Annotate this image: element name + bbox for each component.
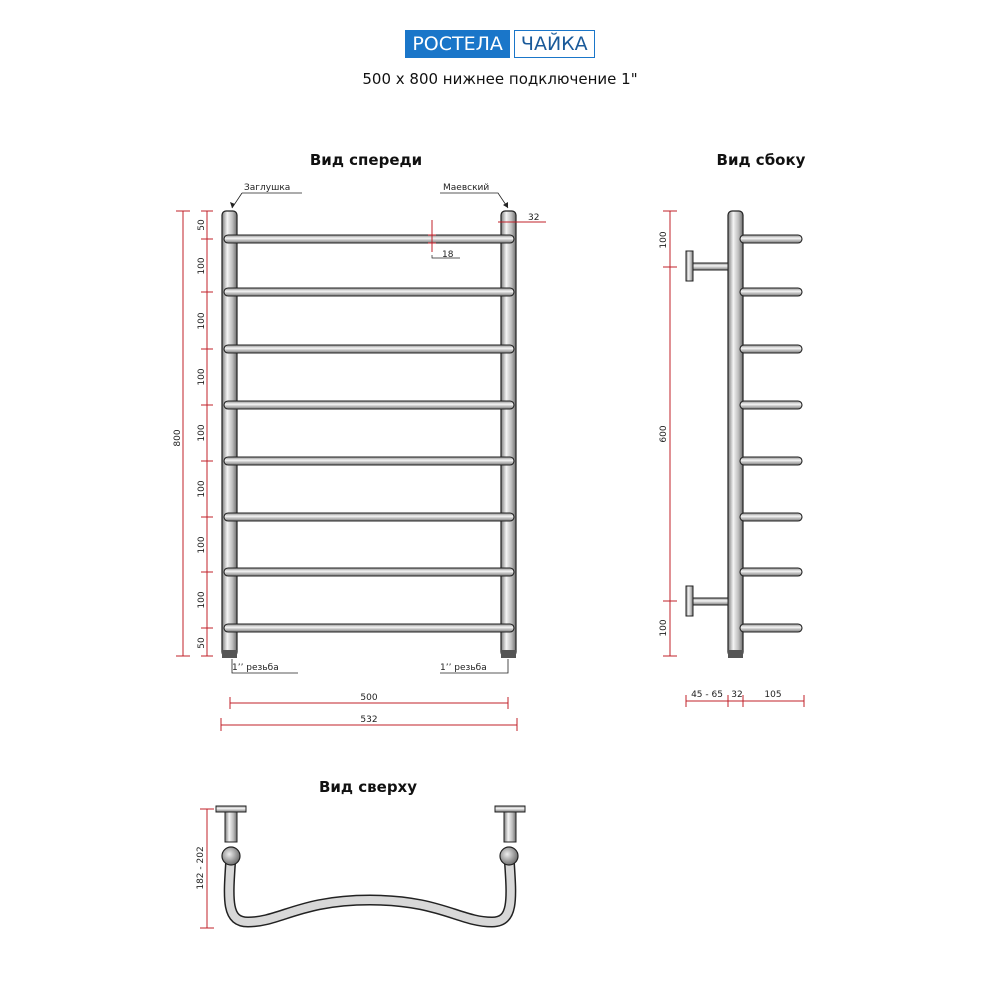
side-rung	[740, 235, 802, 243]
segment-dim: 100	[197, 536, 207, 554]
side-rung	[740, 624, 802, 632]
top-depth-dim: 182 - 202	[196, 846, 206, 890]
rung-diameter-dim: 18	[442, 250, 454, 260]
side-bottom-dim: 100	[659, 619, 669, 637]
thread-right-label: 1’’ резьба	[440, 663, 487, 673]
side-middle-dim: 600	[659, 425, 669, 443]
side-view	[659, 211, 804, 707]
width-centers-dim: 500	[360, 693, 378, 703]
top-view-title: Вид сверху	[318, 778, 418, 796]
total-height-dim: 800	[173, 429, 183, 447]
rung	[224, 288, 514, 296]
rung	[224, 568, 514, 576]
rung	[224, 513, 514, 521]
segment-dim: 100	[197, 480, 207, 498]
width-total-dim: 532	[360, 715, 378, 725]
rung	[224, 345, 514, 353]
thread-left-label: 1’’ резьба	[232, 663, 279, 673]
flange-left	[216, 806, 246, 812]
rung	[224, 624, 514, 632]
left-upright	[222, 211, 237, 656]
segment-dim: 50	[197, 637, 207, 649]
side-rung-dim: 105	[764, 690, 782, 700]
mayevsky-label: Маевский	[443, 183, 490, 193]
right-upright	[501, 211, 516, 656]
top-view	[196, 806, 525, 928]
side-pipe-dim: 32	[731, 690, 743, 700]
pipe-section-right	[500, 847, 518, 865]
left-thread	[222, 650, 237, 658]
rung	[224, 235, 514, 243]
segment-dim: 100	[197, 424, 207, 442]
front-view-title: Вид спереди	[309, 151, 423, 169]
right-thread	[501, 650, 516, 658]
side-rung	[740, 513, 802, 521]
product-subtitle: 500 x 800 нижнее подключение 1"	[362, 70, 638, 88]
front-view	[173, 183, 546, 731]
side-rung	[740, 288, 802, 296]
rung	[224, 401, 514, 409]
side-wall-dim: 45 - 65	[691, 690, 723, 700]
side-top-dim: 100	[659, 231, 669, 249]
pipe-diameter-dim: 32	[528, 213, 540, 223]
side-rung	[740, 457, 802, 465]
side-upright	[728, 211, 743, 656]
curved-rung	[229, 856, 511, 922]
segment-dim: 50	[197, 219, 207, 231]
flange-right	[495, 806, 525, 812]
side-rungs	[740, 235, 802, 632]
wall-mount-top	[686, 251, 728, 281]
segment-dim: 100	[197, 591, 207, 609]
wall-mount-bottom	[686, 586, 728, 616]
rung	[224, 457, 514, 465]
brand-logo: РОСТЕЛА	[405, 30, 510, 58]
side-rung	[740, 345, 802, 353]
model-name: ЧАЙКА	[514, 30, 595, 58]
segment-dim: 100	[197, 257, 207, 275]
segment-dim: 100	[197, 368, 207, 386]
segment-dim: 100	[197, 312, 207, 330]
front-rungs	[224, 235, 514, 632]
side-rung	[740, 401, 802, 409]
side-rung	[740, 568, 802, 576]
plug-label: Заглушка	[244, 183, 291, 193]
side-view-title: Вид сбоку	[716, 151, 806, 169]
pipe-section-left	[222, 847, 240, 865]
